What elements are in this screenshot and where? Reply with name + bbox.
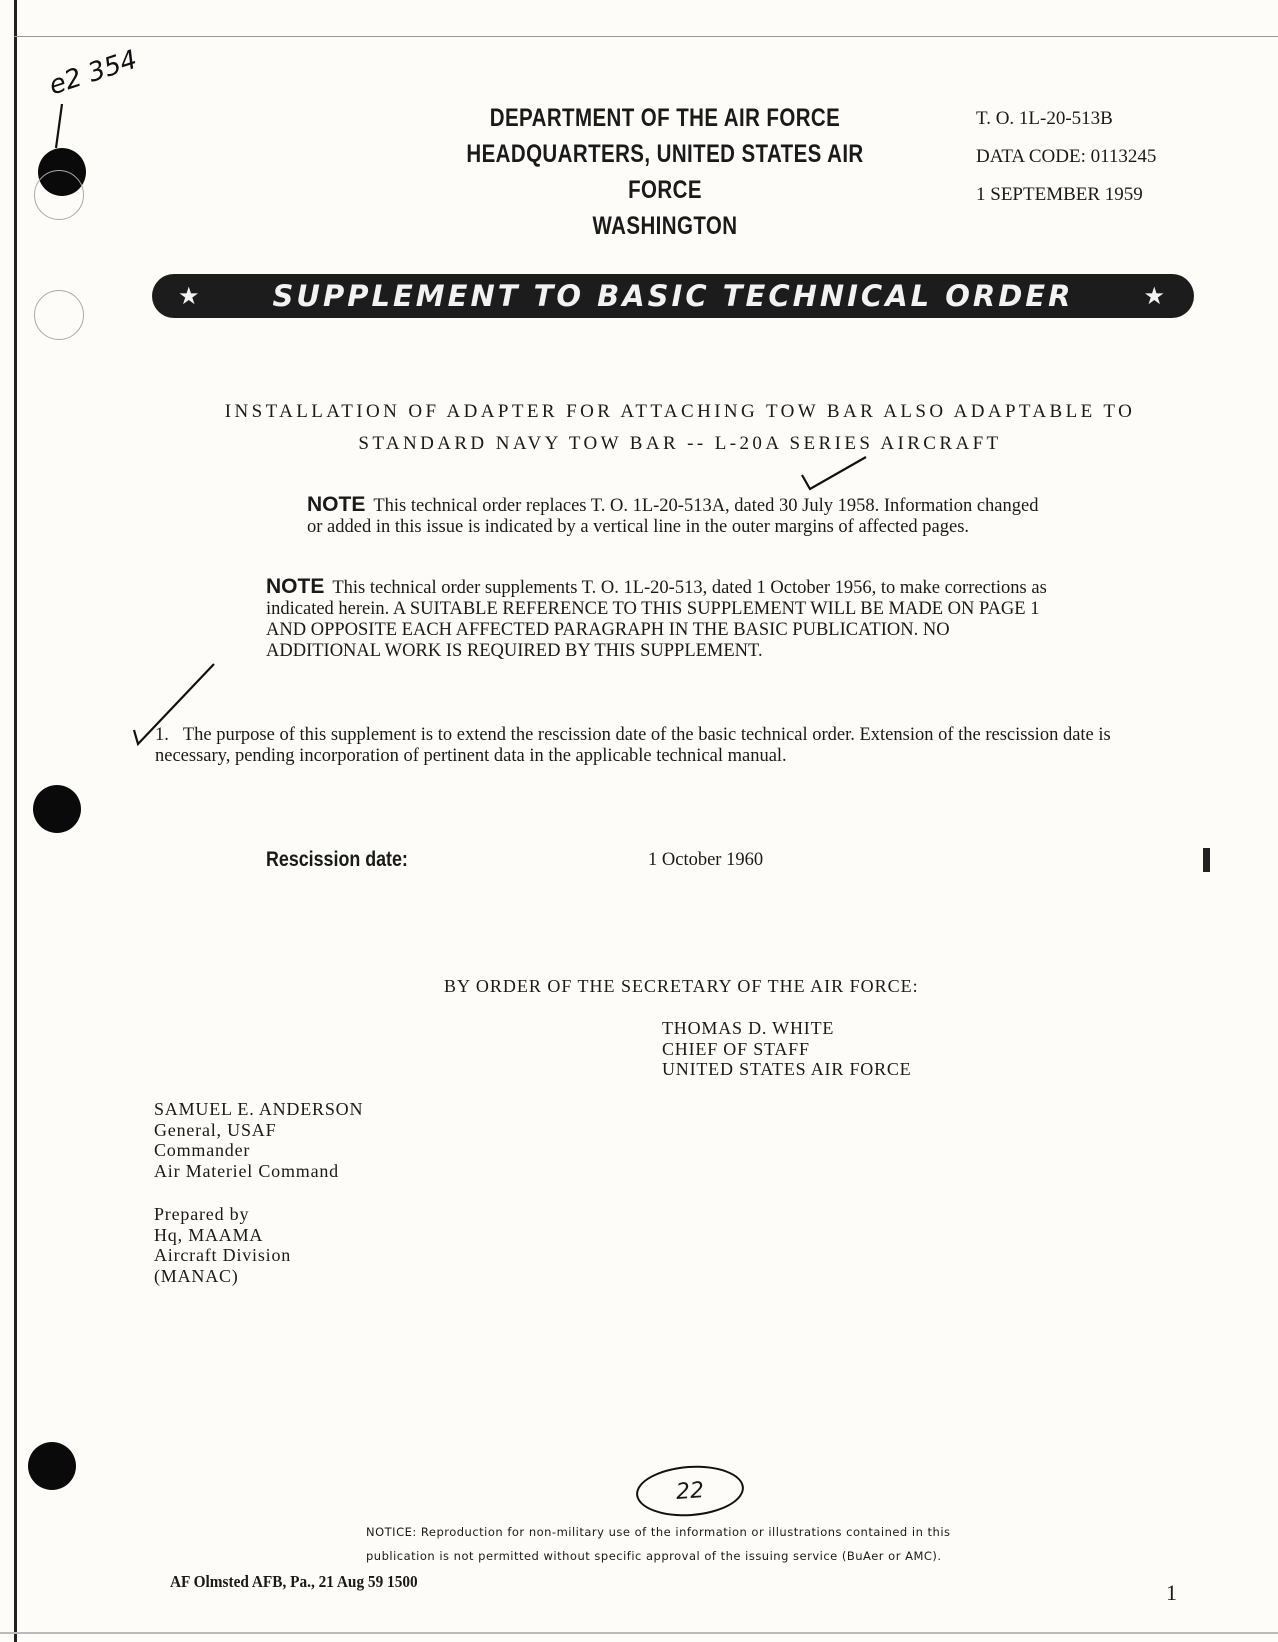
supplement-banner (152, 274, 1194, 318)
org-line: DEPARTMENT OF THE AIR FORCE (489, 104, 841, 132)
by-order-line: BY ORDER OF THE SECRETARY OF THE AIR FORCE: (444, 976, 919, 996)
prepared-by-block (154, 1204, 291, 1286)
org-line: HEADQUARTERS, UNITED STATES AIR FORCE (466, 140, 864, 204)
reproduction-notice (366, 1520, 966, 1568)
banner-title: SUPPLEMENT TO BASIC TECHNICAL ORDER (272, 279, 1074, 313)
document-subject (150, 396, 1210, 460)
page-number: 1 (1166, 1580, 1177, 1605)
prepared-line: (MANAC) (154, 1265, 239, 1286)
note-text: This technical order replaces T. O. 1L-20-513A, dated 30 July 1958. Information changed or added in this issue is indicated by a vertical line in the outer margins of affected pages. (307, 496, 1039, 537)
note-text: This technical order supplements T. O. 1L-20-513, dated 1 October 1956, to make corrections as indicated herein. A SUITABLE REFERENCE TO THIS SUPPLEMENT WILL BE MADE ON PAGE 1 AND OPPOSITE EACH AFFECTED PARAGRAPH IN THE BASIC PUBLICATION. NO ADDITIONAL WORK IS REQUIRED BY THIS SUPPLEMENT. (266, 578, 1047, 661)
star-icon: ★ (1143, 282, 1168, 310)
signature-chief-of-staff (662, 1018, 911, 1080)
change-indicator-bar (1203, 848, 1210, 872)
prepared-line: Hq, MAAMA (154, 1224, 264, 1245)
printer-imprint: AF Olmsted AFB, Pa., 21 Aug 59 1500 (170, 1572, 418, 1591)
punch-hole (33, 785, 81, 833)
paragraph-1 (155, 725, 1185, 767)
subject-line: STANDARD NAVY TOW BAR -- L-20A SERIES AIRCRAFT (358, 433, 1002, 454)
star-icon: ★ (178, 282, 203, 310)
page-bottom-edge (0, 1632, 1278, 1634)
notice-line: publication is not permitted without specific approval of the issuing service (BuAer or AMC). (366, 1549, 942, 1563)
prepared-line: Aircraft Division (154, 1245, 292, 1265)
org-line: WASHINGTON (592, 212, 738, 240)
punch-hole-outline (34, 170, 84, 220)
page-top-edge (14, 36, 1278, 37)
document-identifiers (976, 100, 1156, 214)
note-replaces (307, 494, 1047, 538)
signature-official (154, 1099, 363, 1181)
punch-hole-outline (34, 290, 84, 340)
signature-line: Commander (154, 1140, 251, 1160)
signature-line: General, USAF (154, 1119, 277, 1140)
rescission-date: 1 October 1960 (648, 850, 764, 870)
page-left-edge (14, 0, 17, 1642)
signature-line: THOMAS D. WHITE (662, 1018, 835, 1038)
notice-line: NOTICE: Reproduction for non-military use of the information or illustrations contained in this (366, 1525, 951, 1539)
signature-line: SAMUEL E. ANDERSON (154, 1099, 364, 1119)
punch-hole (28, 1442, 76, 1490)
paragraph-number: 1. (155, 725, 169, 745)
handwritten-stroke (50, 100, 70, 152)
handwritten-page-count: 22 (634, 1462, 745, 1519)
subject-line: INSTALLATION OF ADAPTER FOR ATTACHING TOW BAR ALSO ADAPTABLE TO (224, 401, 1136, 422)
issuing-authority (448, 100, 883, 244)
paragraph-text: The purpose of this supplement is to extend the rescission date of the basic technical order. Extension of the rescission date is necessary, pending incorporation of pertinent data in the applicable technical manual. (155, 725, 1111, 766)
rescission-label: Rescission date: (266, 848, 408, 871)
signature-line: Air Materiel Command (154, 1160, 339, 1181)
note-supplements (266, 576, 1066, 662)
issue-date: 1 SEPTEMBER 1959 (976, 184, 1143, 205)
signature-line: CHIEF OF STAFF (662, 1038, 810, 1059)
prepared-line: Prepared by (154, 1204, 250, 1224)
signature-line: UNITED STATES AIR FORCE (662, 1059, 912, 1079)
data-code: DATA CODE: 0113245 (976, 146, 1157, 167)
note-label: NOTE (266, 575, 325, 598)
to-number: T. O. 1L-20-513B (976, 108, 1113, 129)
checkmark-icon (800, 455, 870, 495)
handwritten-note: e2 354 (45, 44, 141, 102)
note-label: NOTE (307, 493, 366, 516)
